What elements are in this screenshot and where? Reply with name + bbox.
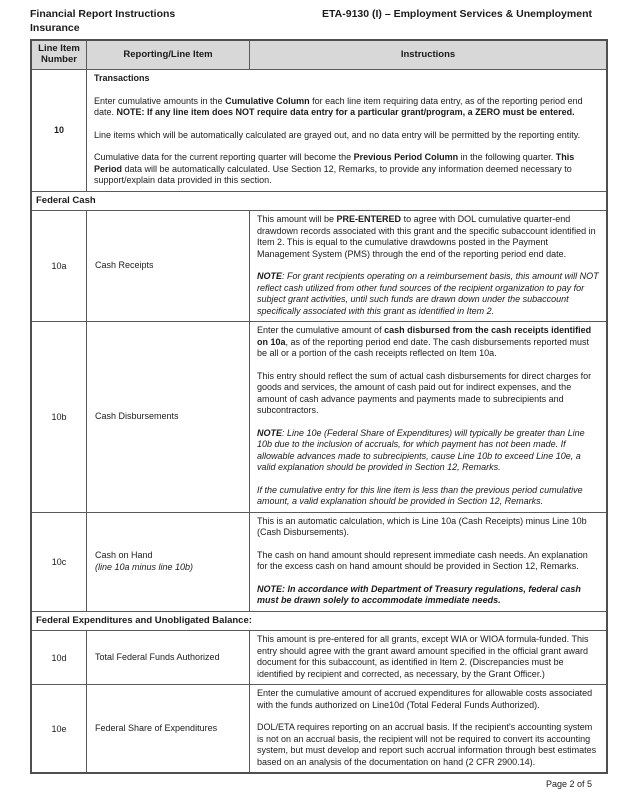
reporting-line-item-cell	[87, 211, 250, 322]
line-item-text	[95, 562, 241, 574]
line-number-cell: 10c	[31, 512, 87, 611]
instruction-paragraph	[94, 152, 600, 187]
reporting-line-item-cell	[87, 685, 250, 774]
text-run: This is an automatic calculation, which is Line 10a (Cash Receipts) minus Line 10b (Cash Disbursements).	[257, 515, 587, 538]
header-title-line1: Financial Report Instructions	[30, 8, 176, 20]
instruction-paragraph	[257, 325, 600, 360]
text-run: This entry should reflect the sum of actual cash disbursements for direct charges for goods and services, the amount of cash paid out for indirect expenses, and the amount of cash advance payments and payments made to subrecipients and subcontractors.	[257, 370, 592, 416]
document-header	[30, 8, 592, 35]
column-header-reporting-line-item: Reporting/Line Item	[87, 40, 250, 69]
instruction-paragraph	[257, 722, 600, 768]
line-item-text	[95, 550, 241, 562]
text-run: NOTE	[257, 427, 283, 438]
instruction-paragraph	[257, 516, 600, 539]
table-body	[31, 70, 607, 773]
text-run: (line 10a minus line 10b)	[95, 561, 194, 572]
text-run: Enter the cumulative amount of accrued expenditures for allowable costs associated with the funds authorized on Line10d (Total Federal Funds Authorized).	[257, 688, 593, 710]
instruction-paragraph	[257, 550, 600, 573]
text-run: Cash Disbursements	[95, 411, 179, 422]
text-run: Total Federal Funds Authorized	[95, 651, 220, 662]
instruction-paragraph	[94, 130, 600, 142]
text-run: : Line 10e (Federal Share of Expenditures) will typically be greater than Line 10b due to the inclusion of accruals, for which payment has not been made. If allowable advances made to subrecipients, cause Line 10b to exceed Line 10e, a valid explanation should be provided in Section 12, Remarks.	[257, 427, 585, 473]
section-row	[31, 191, 607, 210]
table-row	[31, 322, 607, 513]
instruction-paragraph	[257, 688, 600, 711]
header-title-line2: Insurance	[30, 21, 80, 34]
instruction-paragraph	[94, 96, 600, 119]
line-number-cell: 10	[31, 70, 87, 192]
line-item-text	[95, 260, 241, 272]
table-head	[31, 40, 607, 69]
table-header-row	[31, 40, 607, 69]
instructions-cell	[250, 512, 608, 611]
section-header-label: Federal Cash	[31, 191, 607, 210]
text-run: in the following quarter.	[458, 152, 556, 163]
reporting-line-item-cell	[87, 631, 250, 685]
text-run: PRE-ENTERED	[336, 214, 402, 225]
instruction-paragraph	[257, 271, 600, 317]
text-run: This amount will be	[257, 214, 337, 225]
text-run: data will be automatically calculated. Use Section 12, Remarks, to provide any information deemed necessary to support/explain data provided in this section.	[94, 163, 572, 186]
instructions-cell	[250, 322, 608, 513]
text-run: Cash on Hand	[95, 550, 153, 561]
section-header-label: Federal Expenditures and Unobligated Balance:	[31, 611, 607, 630]
line-item-text	[95, 723, 241, 735]
line-number-cell: 10a	[31, 211, 87, 322]
line-item-text	[95, 411, 241, 423]
text-run: Previous Period Column	[353, 152, 459, 163]
text-run: NOTE: In accordance with Department of Treasury regulations, federal cash must be drawn solely to accommodate immediate needs.	[257, 583, 581, 606]
instructions-table	[30, 39, 608, 774]
text-run: for each line item requiring data entry, as of the reporting period end date.	[94, 95, 583, 118]
instructions-cell	[250, 211, 608, 322]
text-run: This amount is pre-entered for all grants, except WIA or WIOA formula-funded. This entry should agree with the grant award amount specified in the official grant award document for this subaccount, as identified in Item 2. (Discrepancies must be identified by recipient and corrected, as necessary, by the Grant Officer.)	[257, 634, 589, 679]
table-row	[31, 70, 607, 192]
column-header-line-item-number: Line Item Number	[31, 40, 87, 69]
text-run: to agree with DOL cumulative quarter-end drawdown records associated with this grant and the specific subaccount identified in Item 2. This is equal to the cumulative drawdowns posted in the Payment Management System (PMS) through the end of the reporting period end date.	[257, 214, 596, 259]
header-left	[30, 8, 175, 35]
line-number-cell: 10b	[31, 322, 87, 513]
text-run: Enter cumulative amounts in the	[94, 95, 226, 106]
table-row	[31, 211, 607, 322]
column-header-instructions: Instructions	[250, 40, 608, 69]
instructions-cell	[250, 685, 608, 774]
section-row	[31, 611, 607, 630]
text-run: NOTE	[257, 271, 283, 282]
line-number-cell: 10e	[31, 685, 87, 774]
instruction-paragraph	[257, 485, 600, 508]
text-run: DOL/ETA requires reporting on an accrual basis. If the recipient's accounting system is not on an accrual basis, the recipient will not be required to convert its accounting system, but must develop and report such accrual information through best estimates based on an analysis of the documentation on hand (2 CFR 2900.14).	[257, 722, 597, 767]
instruction-paragraph	[257, 584, 600, 607]
instructions-cell	[250, 631, 608, 685]
instructions-cell	[87, 70, 608, 192]
text-run: The cash on hand amount should represent immediate cash needs. An explanation for the excess cash on hand amount should be provided in Section 12, Remarks.	[257, 549, 588, 572]
text-run: Transactions	[94, 73, 150, 84]
reporting-line-item-cell	[87, 322, 250, 513]
header-right-title: ETA-9130 (I) – Employment Services & Unemployment	[322, 8, 592, 20]
table-row	[31, 631, 607, 685]
text-run: Federal Share of Expenditures	[95, 722, 218, 733]
table-row	[31, 512, 607, 611]
instruction-paragraph	[257, 428, 600, 474]
instruction-paragraph	[257, 214, 600, 260]
text-run: , as of the reporting period end date. The cash disbursements reported must be all or a portion of the cash receipts reflected on Item 10a.	[257, 336, 590, 359]
table-row	[31, 685, 607, 774]
text-run: Line items which will be automatically calculated are grayed out, and no data entry will be permitted by the reporting entity.	[94, 129, 581, 140]
line-number-cell: 10d	[31, 631, 87, 685]
text-run: Cumulative data for the current reporting quarter will become the	[94, 152, 354, 163]
instruction-paragraph	[257, 371, 600, 417]
text-run: If the cumulative entry for this line item is less than the previous period cumulative amount, a valid explanation should be provided in Section 12, Remarks.	[257, 484, 583, 507]
instruction-paragraph	[257, 634, 600, 680]
text-run: cash disbursed from the cash receipts identified on 10a	[257, 325, 592, 347]
page-number: Page 2 of 5	[545, 779, 592, 789]
text-run: Cumulative Column	[225, 95, 310, 106]
text-run: NOTE: If any line item does NOT require data entry for a particular grant/program, a ZERO must be entered.	[116, 107, 575, 118]
reporting-line-item-cell	[87, 512, 250, 611]
text-run: Cash Receipts	[95, 260, 154, 271]
text-run: : For grant recipients operating on a reimbursement basis, this amount will NOT reflect cash utilized from other fund sources of the recipient organization to pay for subject grant activities, until such funds are drawn down under the subaccount specifically associated with this grant as identified in Item 2.	[257, 271, 599, 316]
line-item-text	[95, 652, 241, 664]
instruction-paragraph	[94, 73, 600, 85]
text-run: This Period	[94, 152, 575, 174]
text-run: Enter the cumulative amount of	[257, 325, 385, 336]
